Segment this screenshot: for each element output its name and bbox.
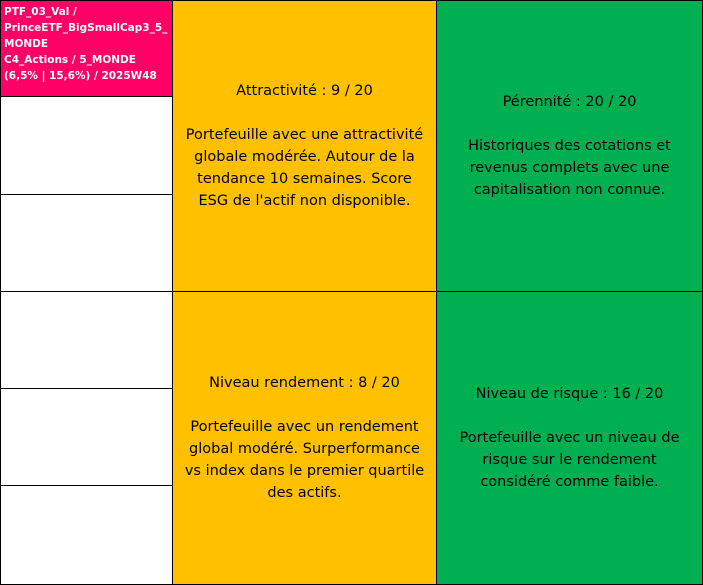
rendement-title: Niveau rendement : 8 / 20	[209, 375, 400, 391]
header-line-1: PTF_03_Val /	[4, 6, 77, 18]
risque-description: Portefeuille avec un niveau de risque sur le rendement considéré comme faible.	[459, 430, 680, 490]
attractivite-description: Portefeuille avec une attractivité globale modérée. Autour de la tendance 10 semaines. Score ESG de l'actif non disponible.	[185, 127, 424, 209]
empty-cell-3	[0, 291, 173, 389]
rendement-description: Portefeuille avec un rendement global modéré. Surperformance vs index dans le premier quartile des actifs.	[184, 419, 425, 501]
empty-cell-1	[0, 96, 173, 195]
portfolio-header	[0, 0, 173, 97]
empty-cell-2	[0, 194, 173, 292]
empty-cell-4	[0, 388, 173, 486]
header-line-4: C4_Actions / 5_MONDE	[4, 54, 136, 66]
perennite-card	[436, 0, 703, 292]
empty-cell-5	[0, 485, 173, 585]
risque-title: Niveau de risque : 16 / 20	[475, 386, 664, 402]
header-line-3: MONDE	[4, 38, 49, 50]
perennite-title: Pérennité : 20 / 20	[502, 94, 637, 110]
risque-card	[436, 291, 703, 585]
perennite-description: Historiques des cotations et revenus complets avec une capitalisation non connue.	[468, 138, 671, 198]
attractivite-title: Attractivité : 9 / 20	[236, 83, 373, 99]
attractivite-card	[172, 0, 437, 292]
header-line-2: PrinceETF_BigSmallCap3_5_	[4, 22, 168, 34]
header-line-5: (6,5% | 15,6%) / 2025W48	[4, 70, 157, 82]
rendement-card	[172, 291, 437, 585]
